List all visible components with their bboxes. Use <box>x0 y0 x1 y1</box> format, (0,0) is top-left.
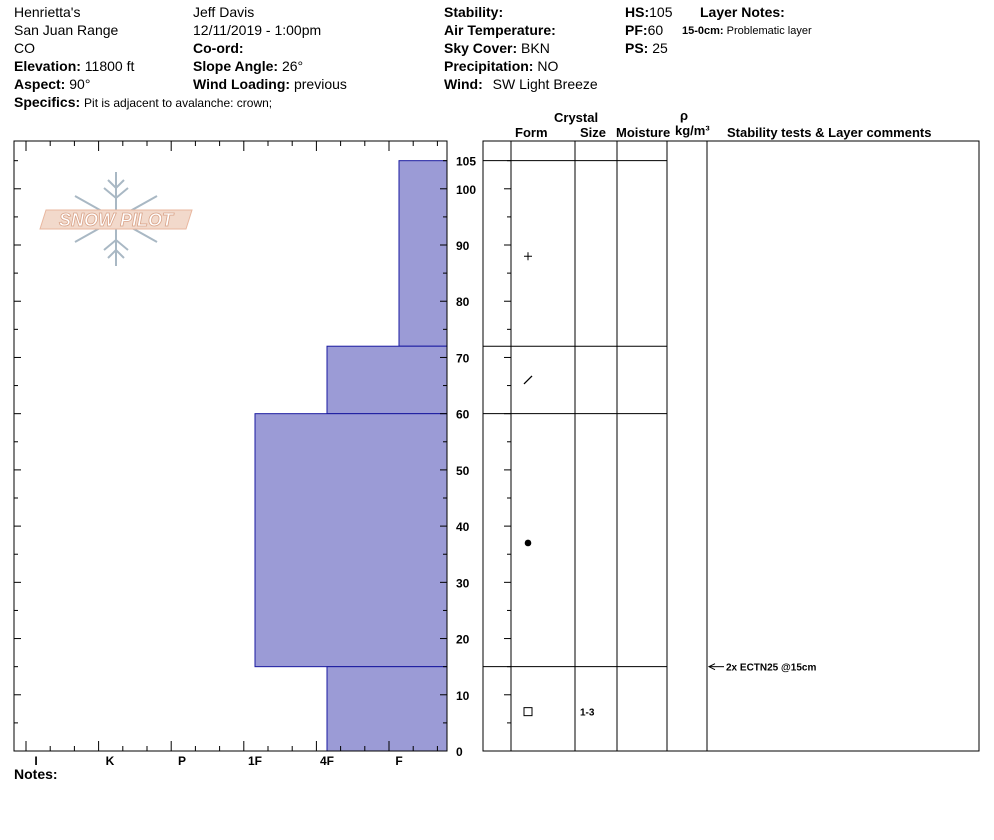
snowpilot-logo-text: SNOW PILOT <box>59 210 173 230</box>
depth-tick-label: 10 <box>456 688 470 703</box>
depth-tick-label: 0 <box>456 745 463 759</box>
layer-note-text: Problematic layer <box>726 25 812 37</box>
sky-cover-label: Sky Cover: <box>444 40 518 56</box>
sky-cover-value: BKN <box>521 40 550 56</box>
depth-tick-label: 80 <box>456 295 470 310</box>
hs-label: HS: <box>625 4 650 20</box>
pf-value: 60 <box>647 22 664 38</box>
ps-label: PS: <box>625 40 649 56</box>
hardness-tick-label: 4F <box>319 754 335 768</box>
elevation-value: 11800 ft <box>84 58 135 74</box>
depth-tick-label: 30 <box>456 576 470 591</box>
crystal-form-dot-icon <box>525 540 532 547</box>
coord-label: Co-ord: <box>193 40 244 56</box>
depth-tick-label: 50 <box>456 463 470 478</box>
stability-label: Stability: <box>444 4 504 20</box>
wind-label: Wind: <box>444 76 483 92</box>
aspect-label: Aspect: <box>14 76 66 92</box>
layer-notes-label: Layer Notes: <box>700 4 785 20</box>
ps-value: 25 <box>652 40 668 56</box>
layer-table-frame <box>483 141 979 751</box>
wind-loading-value: previous <box>293 76 347 92</box>
aspect-value: 90° <box>69 76 91 92</box>
hardness-layer-bar <box>399 161 447 347</box>
depth-tick-label: 60 <box>456 407 470 422</box>
depth-tick-label: 90 <box>456 239 470 254</box>
comments-header: Stability tests & Layer comments <box>727 125 932 140</box>
hardness-tick-label: 1F <box>247 754 263 768</box>
depth-tick-label: 100 <box>456 182 477 197</box>
pf-label: PF: <box>625 22 648 38</box>
snowpilot-logo <box>40 172 192 266</box>
hardness-layer-bar <box>327 346 447 413</box>
density-unit-header: kg/m³ <box>675 123 710 138</box>
form-header: Form <box>515 125 548 140</box>
state: CO <box>14 40 35 56</box>
observation-datetime: 12/11/2019 - 1:00pm <box>193 22 322 38</box>
slope-angle-value: 26° <box>281 58 304 74</box>
location-name: Henrietta's <box>14 4 81 20</box>
mountain-range: San Juan Range <box>14 22 119 38</box>
specifics-value: Pit is adjacent to avalanche: crown; <box>84 96 273 110</box>
hardness-tick-label: I <box>34 754 38 768</box>
crystal-form-slash-icon <box>524 376 532 384</box>
crystal-form-square-icon <box>524 708 532 716</box>
wind-value: SW Light Breeze <box>492 76 598 92</box>
notes-label: Notes: <box>14 766 58 782</box>
hardness-layer-bar <box>327 667 447 751</box>
depth-tick-label: 20 <box>456 632 470 647</box>
depth-tick-label: 70 <box>456 351 470 366</box>
hardness-tick-label: P <box>177 754 187 768</box>
hardness-layer-bar <box>255 414 447 667</box>
hardness-layers <box>255 161 447 751</box>
hardness-tick-label: F <box>395 754 403 768</box>
precipitation-label: Precipitation: <box>444 58 534 74</box>
precipitation-value: NO <box>537 58 559 74</box>
wind-loading-label: Wind Loading: <box>193 76 291 92</box>
density-symbol: ρ <box>680 108 689 123</box>
crystal-size-label: 1-3 <box>580 707 595 719</box>
stability-test-label: 2x ECTN25 @15cm <box>726 662 817 674</box>
air-temp-label: Air Temperature: <box>444 22 556 38</box>
hs-value: 105 <box>649 4 673 20</box>
crystal-header: Crystal <box>554 110 599 125</box>
size-header: Size <box>580 125 607 140</box>
depth-tick-label: 40 <box>456 520 470 535</box>
slope-angle-label: Slope Angle: <box>193 58 279 74</box>
chart-frames <box>14 141 979 751</box>
hardness-tick-label: K <box>105 754 115 768</box>
observer-name: Jeff Davis <box>193 4 255 20</box>
layer-note-depth: 15-0cm: <box>682 25 724 37</box>
specifics-label: Specifics: <box>14 94 81 110</box>
table-marks <box>524 252 816 718</box>
depth-tick-label: 105 <box>456 154 477 169</box>
moisture-header: Moisture <box>616 125 671 140</box>
crystal-form-plus-icon <box>524 252 532 260</box>
elevation-label: Elevation: <box>14 58 81 74</box>
